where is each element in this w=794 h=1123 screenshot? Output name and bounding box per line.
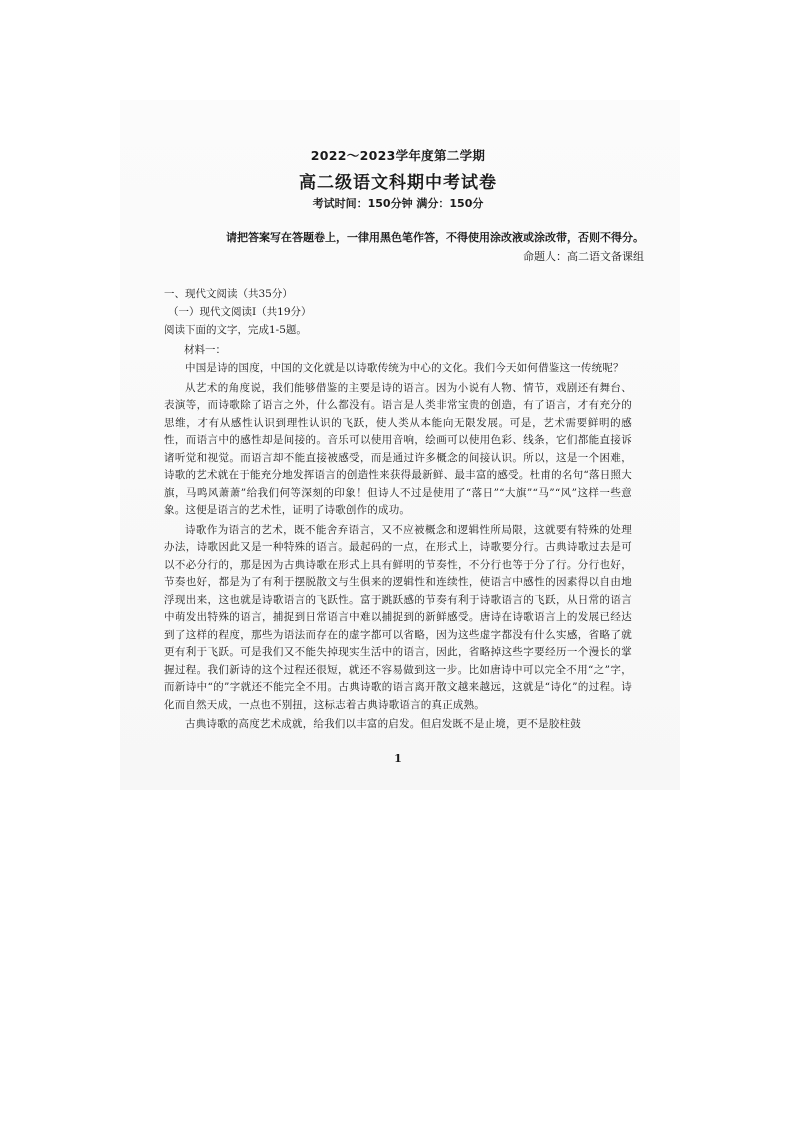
section-heading: 一、现代文阅读（共35分） <box>164 288 293 300</box>
paragraph: 从艺术的角度说，我们能够借鉴的主要是诗的语言。因为小说有人物、情节，戏剧还有舞台、表演等，而诗歌除了语言之外，什么都没有。语言是人类非常宝贵的创造，有了语言，才有充分的思维，才有从感性认识到理性认识的飞跃，使人类从本能向无限发展。可是，艺术需要鲜明的感性，而语言中的感性却是间接的。音乐可以使用音响，绘画可以使用色彩、线条，它们都能直接诉诸听觉和视觉。而语言却不能直接被感受，而是通过许多概念的间接认识。所以，这是一个困难，诗歌的艺术就在于能充分地发挥语言的创造性来获得最新鲜、最丰富的感受。杜甫的名句“落日照大旗，马鸣风萧萧”给我们何等深刻的印象！但诗人不过是使用了“落日”“大旗”“马”“风”这样一些意象。这便是语言的艺术性，证明了诗歌创作的成功。 <box>164 381 632 516</box>
paragraph: 诗歌作为语言的艺术，既不能舍弃语言，又不应被概念和逻辑性所局限，这就要有特殊的处理办法，诗歌因此又是一种特殊的语言。最起码的一点，在形式上，诗歌要分行。古典诗歌过去是可以不必分行的，那是因为古典诗歌在形式上具有鲜明的节奏性，不分行也等于分了行。分行也好，节奏也好，都是为了有利于摆脱散文与生俱来的逻辑性和连续性，使语言中感性的因素得以自由地浮现出来，这也就是诗歌语言的飞跃性。富于跳跃感的节奏有利于诗歌语言的飞跃，从日常的语言中萌发出特殊的语言，捕捉到日常语言中难以捕捉到的新鲜感受。唐诗在诗歌语言上的发展已经达到了这样的程度，那些为语法而存在的虚字都可以省略，因为这些虚字都没有什么实感，省略了就更有利于飞跃。可是我们又不能失掉现实生活中的语言，因此，省略掉这些字要经历一个漫长的掌握过程。我们新诗的这个过程还很短，就还不容易做到这一步。比如唐诗中可以完全不用“之”字，而新诗中“的”字就还不能完全不用。古典诗歌的语言离开散文越来越远，这就是“诗化”的过程。诗化而自然天成，一点也不别扭，这标志着古典诗歌语言的真正成熟。 <box>164 523 632 711</box>
material-label: 材料一： <box>184 344 226 356</box>
page-number: 1 <box>394 752 402 765</box>
subsection-heading: （一）现代文阅读Ⅰ（共19分） <box>168 306 312 318</box>
paragraph: 古典诗歌的高度艺术成就，给我们以丰富的启发。但启发既不是止境，更不是胶柱鼓 <box>185 718 581 730</box>
exam-title: 高二级语文科期中考试卷 <box>299 173 497 193</box>
question-setter: 命题人：高二语文备课组 <box>523 250 644 263</box>
school-year: 2022～2023学年度第二学期 <box>310 148 486 163</box>
reading-instruction: 阅读下面的文字，完成1-5题。 <box>164 324 307 336</box>
exam-meta: 考试时间：150分钟 满分：150分 <box>312 197 484 210</box>
exam-page <box>164 140 644 765</box>
paragraph: 中国是诗的国度，中国的文化就是以诗歌传统为中心的文化。我们今天如何借鉴这一传统呢？ <box>185 362 624 374</box>
answer-notice: 请把答案写在答题卷上，一律用黑色笔作答，不得使用涂改液或涂改带，否则不得分。 <box>226 231 644 244</box>
